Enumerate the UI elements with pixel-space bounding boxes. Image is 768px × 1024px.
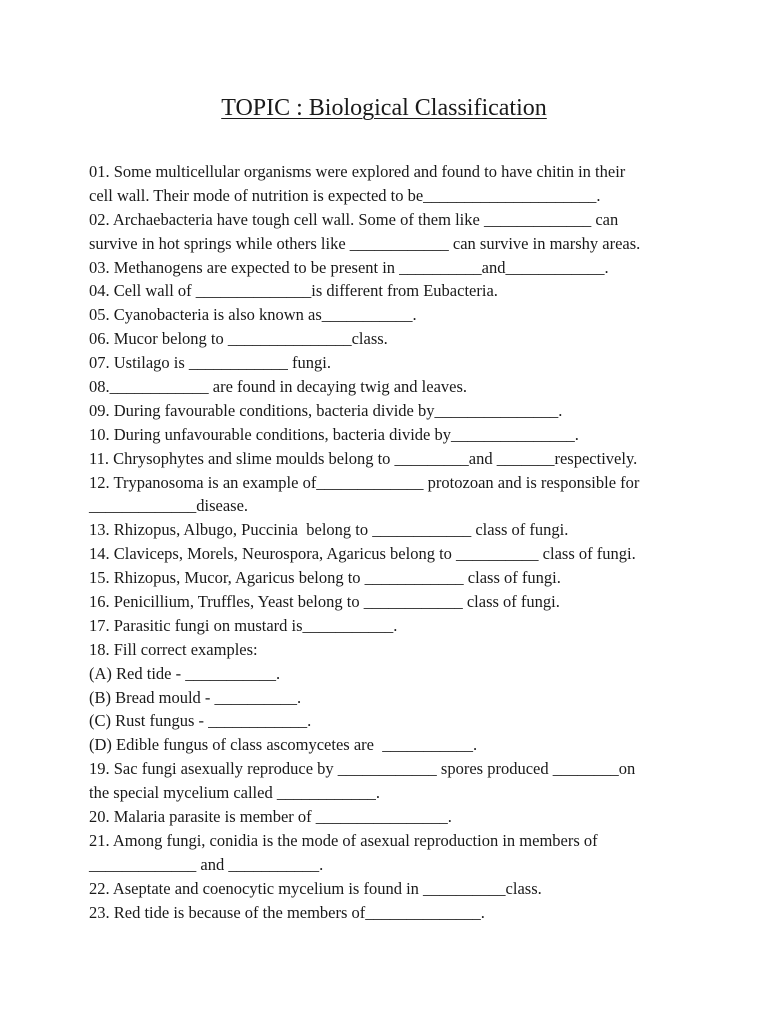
question-line: 04. Cell wall of ______________is different from Eubacteria. — [89, 281, 498, 301]
question-line: 08.____________ are found in decaying twig and leaves. — [89, 377, 468, 397]
question-list — [89, 160, 689, 925]
question-line: 01. Some multicellular organisms were explored and found to have chitin in their — [89, 162, 626, 181]
question-line: _____________disease. — [89, 496, 249, 516]
question-line: (B) Bread mould - __________. — [89, 687, 302, 707]
question-line: 21. Among fungi, conidia is the mode of asexual reproduction in members of — [89, 830, 598, 850]
page-title-text: TOPIC : Biological Classification — [221, 95, 547, 121]
question-line: survive in hot springs while others like ____________ can survive in marshy areas. — [89, 233, 641, 253]
question-line: 13. Rhizopus, Albugo, Puccinia belong to ____________ class of fungi. — [89, 520, 569, 540]
question-line: 02. Archaebacteria have tough cell wall. Some of them like _____________ can — [89, 209, 619, 229]
question-line: (C) Rust fungus - ____________. — [89, 711, 312, 731]
question-line: cell wall. Their mode of nutrition is expected to be_____________________. — [89, 185, 601, 205]
question-line: 18. Fill correct examples: — [89, 639, 258, 659]
question-line: 19. Sac fungi asexually reproduce by ____________ spores produced ________on — [89, 759, 636, 779]
question-line: the special mycelium called ____________. — [89, 783, 380, 803]
question-line: 23. Red tide is because of the members of______________. — [89, 902, 485, 922]
question-line: 06. Mucor belong to _______________class. — [89, 329, 388, 349]
question-line: 07. Ustilago is ____________ fungi. — [89, 353, 331, 373]
question-line: 22. Aseptate and coenocytic mycelium is found in __________class. — [89, 878, 542, 898]
question-line: (D) Edible fungus of class ascomycetes are ___________. — [89, 735, 478, 755]
question-line: 11. Chrysophytes and slime moulds belong to _________and _______respectively. — [89, 448, 638, 468]
question-line: _____________ and ___________. — [89, 854, 324, 874]
question-line: 09. During favourable conditions, bacteria divide by_______________. — [89, 400, 563, 420]
question-line: 17. Parasitic fungi on mustard is___________. — [89, 615, 398, 635]
page-title — [0, 92, 768, 124]
question-line: 05. Cyanobacteria is also known as___________. — [89, 305, 417, 325]
question-line: 12. Trypanosoma is an example of_____________ protozoan and is responsible for — [89, 472, 640, 492]
question-line: 10. During unfavourable conditions, bacteria divide by_______________. — [89, 424, 579, 444]
question-line: 16. Penicillium, Truffles, Yeast belong to ____________ class of fungi. — [89, 592, 560, 612]
question-line: 03. Methanogens are expected to be present in __________and____________. — [89, 257, 609, 277]
question-line: (A) Red tide - ___________. — [89, 663, 281, 683]
question-line: 20. Malaria parasite is member of ________________. — [89, 807, 452, 827]
question-line: 14. Claviceps, Morels, Neurospora, Agaricus belong to __________ class of fungi. — [89, 544, 636, 564]
question-line: 15. Rhizopus, Mucor, Agaricus belong to ____________ class of fungi. — [89, 568, 561, 588]
